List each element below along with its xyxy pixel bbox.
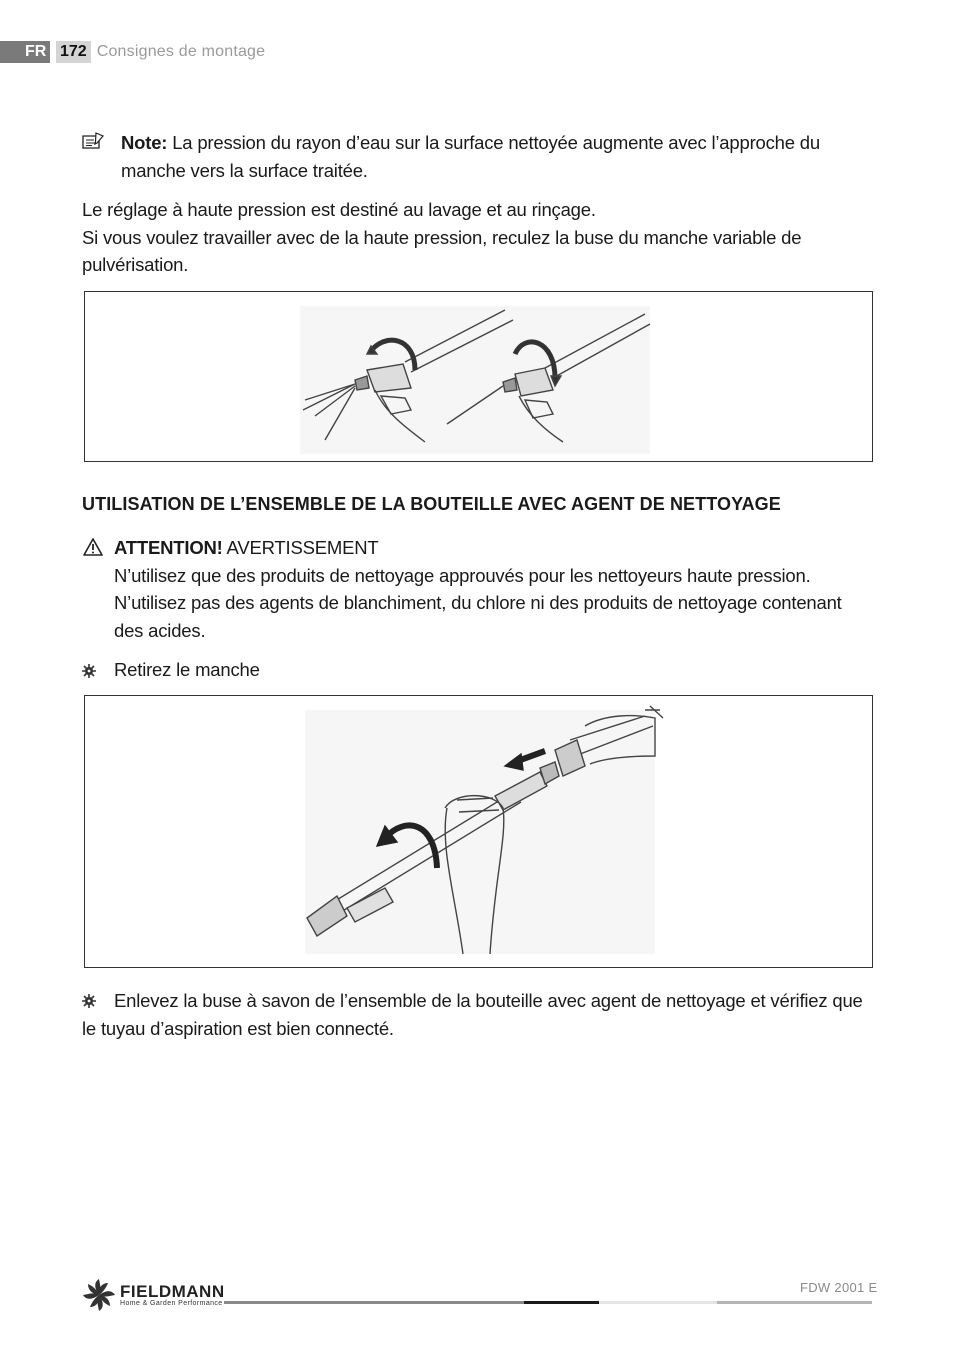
fan-logo-icon <box>82 1278 116 1312</box>
intro-paragraph <box>82 196 872 279</box>
attention-line-1: N’utilisez que des produits de nettoyage approuvés pour les nettoyeurs haute pression. <box>114 564 811 586</box>
footer-bar-segment <box>224 1301 524 1304</box>
footer-bar-segment <box>599 1301 717 1304</box>
language-tag: FR <box>0 41 50 63</box>
note-paragraph <box>121 129 861 184</box>
bullet-gear-icon <box>82 664 96 678</box>
bullet-item-1: Retirez le manche <box>114 659 260 680</box>
attention-line-2: N’utilisez pas des agents de blanchiment, du chlore ni des produits de nettoyage contenant des acides. <box>114 592 842 641</box>
brand-logo <box>82 1278 225 1312</box>
note-label: Note: <box>121 132 168 153</box>
warning-icon <box>83 538 103 556</box>
attention-label: ATTENTION! <box>114 537 223 558</box>
section-heading: UTILISATION DE L’ENSEMBLE DE LA BOUTEILLE AVEC AGENT DE NETTOYAGE <box>82 494 781 514</box>
figure-nozzle-adjustment <box>84 291 873 462</box>
remove-lance-illustration <box>85 696 872 967</box>
footer-bar-segment <box>524 1301 599 1304</box>
brand-name: FIELDMANN <box>120 1282 225 1301</box>
figure-remove-lance <box>84 695 873 968</box>
note-body: La pression du rayon d’eau sur la surface nettoyée augmente avec l’approche du manche vers la surface traitée. <box>121 132 820 181</box>
bullet-item-2: Enlevez la buse à savon de l’ensemble de la bouteille avec agent de nettoyage et vérifiez que le tuyau d’aspiration est bien connecté. <box>82 990 863 1039</box>
note-icon <box>82 132 104 150</box>
brand-tagline: Home & Garden Performance <box>120 1300 223 1307</box>
section-title: Consignes de montage <box>96 43 266 60</box>
intro-line-2: Si vous voulez travailler avec de la haute pression, reculez la buse du manche variable de pulvérisation. <box>82 226 802 275</box>
attention-sublabel: AVERTISSEMENT <box>222 537 379 558</box>
model-number: FDW 2001 E <box>800 1280 878 1295</box>
nozzle-adjustment-illustration <box>85 292 872 461</box>
intro-line-1: Le réglage à haute pression est destiné au lavage et au rinçage. <box>82 199 596 220</box>
footer-bar-segment <box>717 1301 872 1304</box>
attention-block <box>114 534 864 644</box>
page-number: 172 <box>56 41 91 63</box>
page-header <box>0 41 265 63</box>
